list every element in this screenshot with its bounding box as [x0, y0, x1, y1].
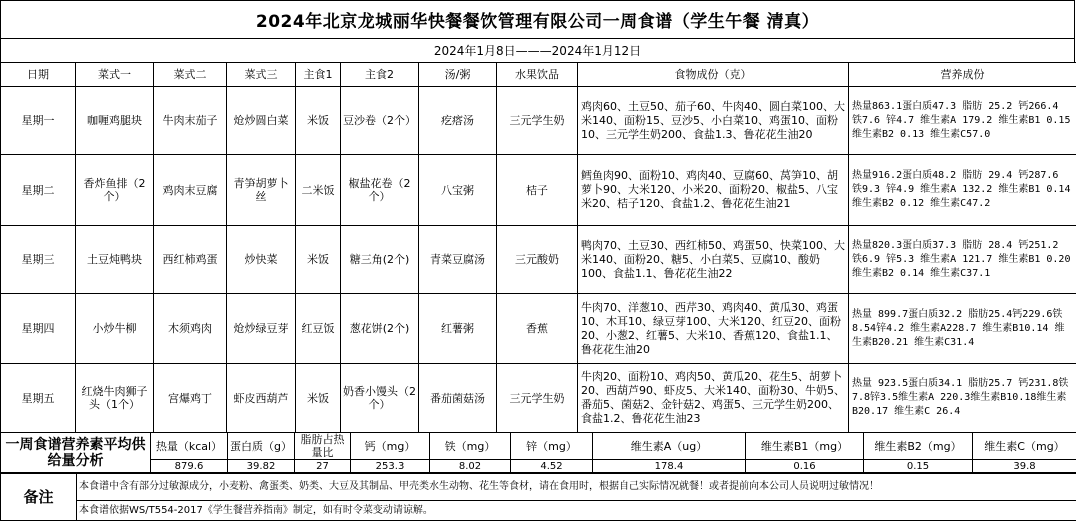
- dish2-cell: 木须鸡肉: [154, 294, 227, 364]
- header-cell: 营养成份: [849, 63, 1076, 87]
- summary-label: 一周食谱营养素平均供给量分析: [1, 433, 151, 474]
- dish1-cell: 咖喱鸡腿块: [76, 87, 154, 155]
- nutrition-cell: 热量916.2蛋白质48.2 脂肪 29.4 钙287.6 铁9.3 锌4.9 维生素A 132.2 维生素B1 0.14 维生素B2 0.12 维生素C47.2: [849, 155, 1076, 226]
- day-row: [1, 294, 1076, 364]
- nutrition-cell: 热量863.1蛋白质47.3 脂肪 25.2 钙266.4 铁7.6 锌4.7 维生素A 179.2 维生素B1 0.15 维生素B2 0.13 维生素C57.0: [849, 87, 1076, 155]
- summary-header: 脂肪占热量比: [295, 433, 351, 460]
- ingredients-cell: 鸭肉70、土豆30、西红柿50、鸡蛋50、快菜100、大米140、面粉20、糖5、小白菜5、豆腐10、酸奶100、食盐1.1、鲁花花生油22: [578, 226, 849, 294]
- staple2-cell: 葱花饼(2个): [341, 294, 419, 364]
- dish1-cell: 小炒牛柳: [76, 294, 154, 364]
- summary-value: 178.4: [593, 460, 746, 474]
- nutrition-cell: 热量820.3蛋白质37.3 脂肪 28.4 钙251.2 铁6.9 锌5.3 维生素A 121.7 维生素B1 0.20 维生素B2 0.14 维生素C37.1: [849, 226, 1076, 294]
- day-label: 星期三: [1, 226, 76, 294]
- day-row: [1, 87, 1076, 155]
- summary-value: 27: [295, 460, 351, 474]
- dish1-cell: 香炸鱼排（2个）: [76, 155, 154, 226]
- day-label: 星期五: [1, 364, 76, 433]
- summary-header: 维生素B1（mg）: [746, 433, 864, 460]
- day-row: [1, 155, 1076, 226]
- header-cell: 菜式三: [227, 63, 296, 87]
- summary-value: 879.6: [151, 460, 228, 474]
- notes-line-2: 本食谱依据WS/T554-2017《学生餐营养指南》制定，如有时令菜变动请谅解。: [77, 501, 1076, 521]
- summary-value: 0.16: [746, 460, 864, 474]
- dish2-cell: 西红柿鸡蛋: [154, 226, 227, 294]
- summary-header: 铁（mg）: [430, 433, 511, 460]
- fruit-cell: 桔子: [497, 155, 578, 226]
- ingredients-cell: 鳕鱼肉90、面粉10、鸡肉40、豆腐60、莴笋10、胡萝卜90、大米120、小米20、面粉20、椒盐5、八宝米20、桔子120、食盐1.2、鲁花花生油21: [578, 155, 849, 226]
- summary-header: 热量（kcal）: [151, 433, 228, 460]
- date-range: 2024年1月8日———2024年1月12日: [0, 39, 1075, 63]
- header-cell: 菜式一: [76, 63, 154, 87]
- staple1-cell: 米饭: [296, 364, 341, 433]
- fruit-cell: 三元学生奶: [497, 364, 578, 433]
- summary-table: [0, 432, 1076, 474]
- soup-cell: 青菜豆腐汤: [419, 226, 497, 294]
- day-label: 星期二: [1, 155, 76, 226]
- header-cell: 汤/粥: [419, 63, 497, 87]
- staple2-cell: 豆沙卷（2个）: [341, 87, 419, 155]
- day-row: [1, 364, 1076, 433]
- dish3-cell: 炝炒绿豆芽: [227, 294, 296, 364]
- dish3-cell: 炝炒圆白菜: [227, 87, 296, 155]
- header-cell: 主食1: [296, 63, 341, 87]
- ingredients-cell: 牛肉20、面粉10、鸡肉50、黄瓜20、花生5、胡萝卜20、西葫芦90、虾皮5、大米140、面粉30、牛奶5、番茄5、菌菇2、金针菇2、鸡蛋5、三元学生奶200、食盐1.2、鲁花花生油23: [578, 364, 849, 433]
- fruit-cell: 三元学生奶: [497, 87, 578, 155]
- header-cell: 水果饮品: [497, 63, 578, 87]
- staple1-cell: 米饭: [296, 226, 341, 294]
- staple2-cell: 椒盐花卷（2个）: [341, 155, 419, 226]
- dish1-cell: 红烧牛肉狮子头（1个）: [76, 364, 154, 433]
- summary-value: 4.52: [511, 460, 593, 474]
- soup-cell: 疙瘩汤: [419, 87, 497, 155]
- soup-cell: 八宝粥: [419, 155, 497, 226]
- ingredients-cell: 牛肉70、洋葱10、西芹30、鸡肉40、黄瓜30、鸡蛋10、木耳10、绿豆芽100、大米120、红豆20、面粉20、小葱2、红薯5、大米10、香蕉120、食盐1.1、鲁花花生油20: [578, 294, 849, 364]
- dish3-cell: 炒快菜: [227, 226, 296, 294]
- summary-header: 钙（mg）: [351, 433, 430, 460]
- day-label: 星期四: [1, 294, 76, 364]
- nutrition-cell: 热量 923.5蛋白质34.1 脂肪25.7 钙231.8铁7.8锌3.5维生素A 220.3维生素B10.18维生素B20.17 维生素C 26.4: [849, 364, 1076, 433]
- staple2-cell: 糖三角(2个): [341, 226, 419, 294]
- notes-row: [1, 473, 1076, 501]
- staple1-cell: 红豆饭: [296, 294, 341, 364]
- ingredients-cell: 鸡肉60、土豆50、茄子60、牛肉40、圆白菜100、大米140、面粉15、豆沙5、小白菜10、鸡蛋10、面粉10、三元学生奶200、食盐1.3、鲁花花生油20: [578, 87, 849, 155]
- dish2-cell: 牛肉末茄子: [154, 87, 227, 155]
- fruit-cell: 香蕉: [497, 294, 578, 364]
- summary-value: 253.3: [351, 460, 430, 474]
- staple1-cell: 米饭: [296, 87, 341, 155]
- summary-header-row: [1, 433, 1076, 460]
- header-cell: 菜式二: [154, 63, 227, 87]
- dish2-cell: 鸡肉末豆腐: [154, 155, 227, 226]
- staple2-cell: 奶香小馒头（2个）: [341, 364, 419, 433]
- staple1-cell: 二米饭: [296, 155, 341, 226]
- soup-cell: 番茄菌菇汤: [419, 364, 497, 433]
- summary-header: 维生素A（ug）: [593, 433, 746, 460]
- header-cell: 食物成份（克）: [578, 63, 849, 87]
- day-row: [1, 226, 1076, 294]
- page-title: 2024年北京龙城丽华快餐餐饮管理有限公司一周食谱（学生午餐 清真）: [0, 0, 1075, 39]
- summary-value: 39.8: [973, 460, 1076, 474]
- dish1-cell: 土豆炖鸭块: [76, 226, 154, 294]
- header-row: [1, 63, 1076, 87]
- nutrition-cell: 热量 899.7蛋白质32.2 脂肪25.4钙229.6铁8.54锌4.2 维生素A228.7 维生素B10.14 维生素B20.21 维生素C31.4: [849, 294, 1076, 364]
- summary-header: 维生素B2（mg）: [864, 433, 973, 460]
- dish2-cell: 宫爆鸡丁: [154, 364, 227, 433]
- summary-header: 锌（mg）: [511, 433, 593, 460]
- notes-label: 备注: [1, 473, 77, 521]
- summary-header: 蛋白质（g）: [228, 433, 295, 460]
- menu-table: [0, 62, 1076, 433]
- notes-row: [1, 501, 1076, 521]
- day-label: 星期一: [1, 87, 76, 155]
- summary-value: 8.02: [430, 460, 511, 474]
- header-cell: 主食2: [341, 63, 419, 87]
- summary-value: 0.15: [864, 460, 973, 474]
- summary-value: 39.82: [228, 460, 295, 474]
- fruit-cell: 三元酸奶: [497, 226, 578, 294]
- notes-table: [0, 472, 1076, 521]
- dish3-cell: 青笋胡萝卜丝: [227, 155, 296, 226]
- header-cell: 日期: [1, 63, 76, 87]
- summary-header: 维生素C（mg）: [973, 433, 1076, 460]
- dish3-cell: 虾皮西葫芦: [227, 364, 296, 433]
- notes-line-1: 本食谱中含有部分过敏源成分，小麦粉、禽蛋类、奶类、大豆及其制品、甲壳类水生动物、花生等食材，请在食用时，根据自己实际情况就餐！或者提前向本公司人员说明过敏情况！: [77, 473, 1076, 501]
- soup-cell: 红薯粥: [419, 294, 497, 364]
